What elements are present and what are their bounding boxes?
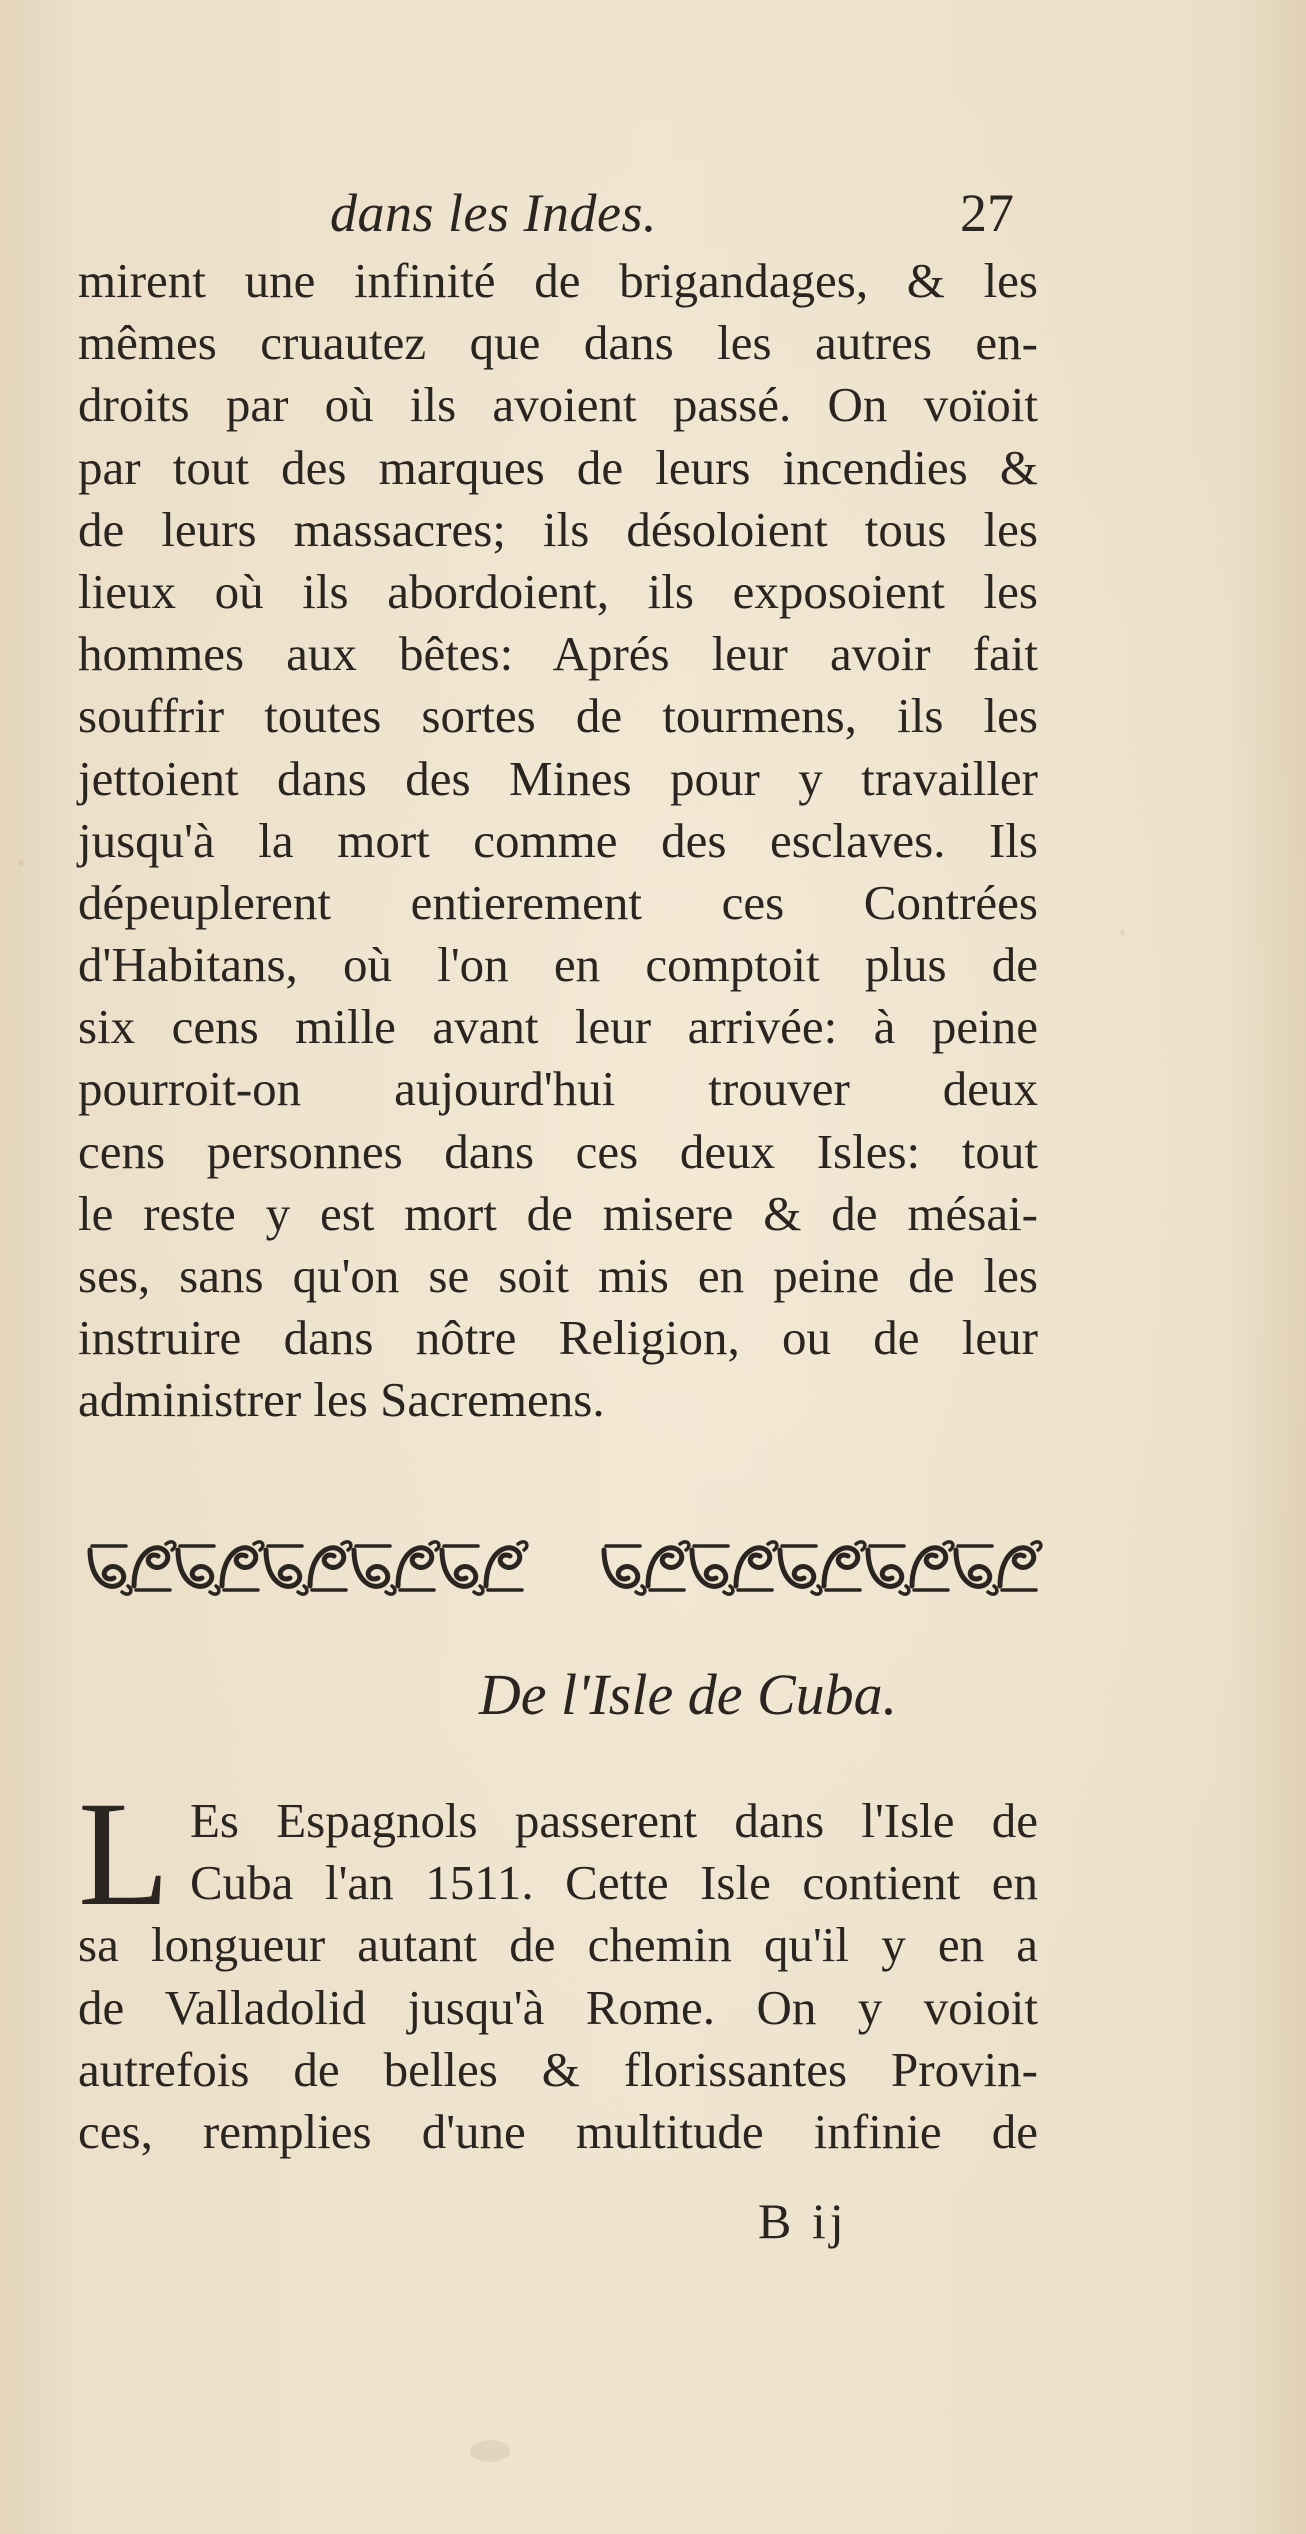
fleuron-unit — [90, 1546, 131, 1594]
chapter-paragraph — [78, 1771, 1038, 2163]
text-line: Es Espagnols passerent dans l'Isle de — [190, 1793, 1038, 1848]
fleuron-unit — [956, 1546, 997, 1594]
fleuron-unit — [604, 1546, 645, 1594]
fleuron-unit — [912, 1542, 953, 1590]
text-line: autrefois de belles & florissantes Provin- — [78, 2041, 1038, 2097]
text-line: le reste y est mort de misere & de mésai- — [78, 1185, 1038, 1241]
text-line: d'Habitans, où l'on en comptoit plus de — [78, 937, 1038, 993]
indented-lines — [190, 1790, 1038, 1914]
fleuron-ornament — [78, 1530, 1048, 1596]
text-line: ses, sans qu'on se soit mis en peine de les — [78, 1248, 1038, 1303]
text-line: hommes aux bêtes: Aprés leur avoir fait — [78, 626, 1038, 682]
paragraph-continued — [78, 250, 1038, 1432]
fleuron-unit — [266, 1546, 307, 1594]
fleuron-unit — [736, 1542, 777, 1590]
fleuron-unit — [1000, 1542, 1041, 1590]
text-line: jettoient dans des Mines pour y travailler — [78, 750, 1038, 806]
text-line: six cens mille avant leur arrivée: à peine — [78, 999, 1038, 1055]
text-line: pourroit-on aujourd'hui trouver deux — [78, 1061, 1038, 1117]
text-line: cens personnes dans ces deux Isles: tout — [78, 1123, 1038, 1179]
fleuron-unit — [354, 1546, 395, 1594]
fleuron-unit — [486, 1542, 527, 1590]
text-line: souffrir toutes sortes de tourmens, ils les — [78, 688, 1038, 744]
fleuron-unit — [648, 1542, 689, 1590]
page-number: 27 — [960, 183, 1014, 243]
fleuron-unit — [134, 1542, 175, 1590]
text-line: ces, remplies d'une multitude infinie de — [78, 2103, 1038, 2159]
fleuron-unit — [178, 1546, 219, 1594]
drop-cap-block — [78, 1771, 1038, 1937]
text-line: mirent une infinité de brigandages, & les — [78, 253, 1038, 308]
text-line: mêmes cruautez que dans les autres en- — [78, 315, 1038, 371]
text-line: sa longueur autant de chemin qu'il y en a — [78, 1917, 1038, 1973]
signature-mark: B ij — [758, 2193, 848, 2249]
fleuron-unit — [398, 1542, 439, 1590]
fleuron-unit — [780, 1546, 821, 1594]
text-line: de leurs massacres; ils désoloient tous les — [78, 501, 1038, 557]
text-line: administrer les Sacremens. — [78, 1372, 605, 1428]
fleuron-unit — [692, 1546, 733, 1594]
text-line: dépeuplerent entierement ces Contrées — [78, 874, 1038, 930]
running-head — [0, 178, 1306, 248]
paper-stain — [470, 2440, 510, 2462]
fleuron-unit — [222, 1542, 263, 1590]
section-heading: De l'Isle de Cuba. — [478, 1662, 898, 1727]
text-line: Cuba l'an 1511. Cette Isle contient en — [190, 1855, 1038, 1911]
fleuron-unit — [310, 1542, 351, 1590]
paper-spot — [18, 860, 24, 866]
text-line: jusqu'à la mort comme des esclaves. Ils — [78, 812, 1038, 868]
text-line: par tout des marques de leurs incendies & — [78, 439, 1038, 495]
text-line: droits par où ils avoient passé. On voïoit — [78, 377, 1038, 433]
running-title: dans les Indes. — [330, 183, 657, 243]
paper-spot — [1120, 930, 1125, 935]
fleuron-unit — [442, 1546, 483, 1594]
text-line: instruire dans nôtre Religion, ou de leur — [78, 1310, 1038, 1366]
text-line: de Valladolid jusqu'à Rome. On y voioit — [78, 1979, 1038, 2035]
fleuron-graphic — [78, 1530, 1048, 1596]
fleuron-unit — [824, 1542, 865, 1590]
drop-cap: L — [78, 1771, 170, 1937]
text-line: lieux où ils abordoient, ils exposoient les — [78, 563, 1038, 619]
fleuron-unit — [868, 1546, 909, 1594]
